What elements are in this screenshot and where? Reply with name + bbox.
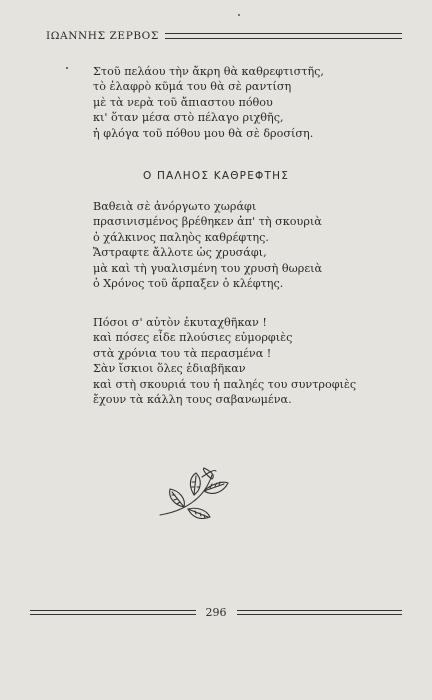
page-footer [30, 605, 402, 619]
page-number: 296 [205, 605, 227, 619]
verse-line: τὸ ἐλαφρὸ κῦμά του θὰ σὲ ραντίση [93, 80, 292, 94]
verse-line: κι' ὅταν μέσα στὸ πέλαγο ριχθῆς, [93, 111, 284, 125]
verse-line: Βαθειὰ σὲ ἀνόργωτο χωράφι [93, 200, 257, 213]
print-speck [238, 14, 240, 16]
header-double-rule [165, 33, 402, 39]
stanza-3 [93, 315, 393, 407]
stanza-1 [93, 64, 393, 141]
leaf-sprig-ornament-icon [158, 465, 230, 525]
stanza-2 [93, 199, 393, 291]
print-speck [66, 67, 68, 69]
verse-line: καὶ στὴ σκουριά του ἡ παληές του συντροφιὲς [93, 377, 357, 391]
poem-title: Ο ΠΑΛΗΟΣ ΚΑΘΡΕΦΤΗΣ [142, 170, 290, 182]
verse-line: ἔχουν τὰ κάλλη τους σαβανωμένα. [93, 393, 292, 407]
verse-line: μὲ τὰ νερὰ τοῦ ἄπιαστου πόθου [93, 95, 273, 109]
verse-line: Ἄστραφτε ἄλλοτε ὡς χρυσάφι, [93, 246, 267, 260]
footer-double-rule-left [30, 610, 196, 615]
verse-line: Στοῦ πελάου τὴν ἄκρη θὰ καθρεφτιστῆς, [93, 65, 324, 78]
verse-line: στὰ χρόνια του τὰ περασμένα ! [93, 346, 272, 360]
verse-line: ὁ χάλκινος παληὸς καθρέφτης. [93, 230, 269, 244]
verse-line: ἡ φλόγα τοῦ πόθου μου θὰ σὲ δροσίση. [93, 126, 314, 140]
verse-line: καὶ πόσες εἶδε πλούσιες εὐμορφιὲς [93, 331, 293, 345]
verse-line: μὰ καὶ τὴ γυαλισμένη του χρυσὴ θωρειὰ [93, 261, 323, 275]
verse-line: πρασινισμένος βρέθηκεν ἀπ' τὴ σκουριὰ [93, 215, 322, 229]
verse-line: Σὰν ἴσκιοι ὅλες ἐδιαβῆκαν [93, 362, 246, 376]
footer-double-rule-right [237, 610, 403, 615]
running-header [46, 29, 402, 43]
verse-line: ὁ Χρόνος τοῦ ἅρπαξεν ὁ κλέφτης. [93, 277, 284, 291]
running-header-author: ΙΩΑΝΝΗΣ ΖΕΡΒΟΣ [46, 30, 159, 42]
verse-line: Πόσοι σ' αὐτὸν ἐκυταχθῆκαν ! [93, 316, 267, 329]
